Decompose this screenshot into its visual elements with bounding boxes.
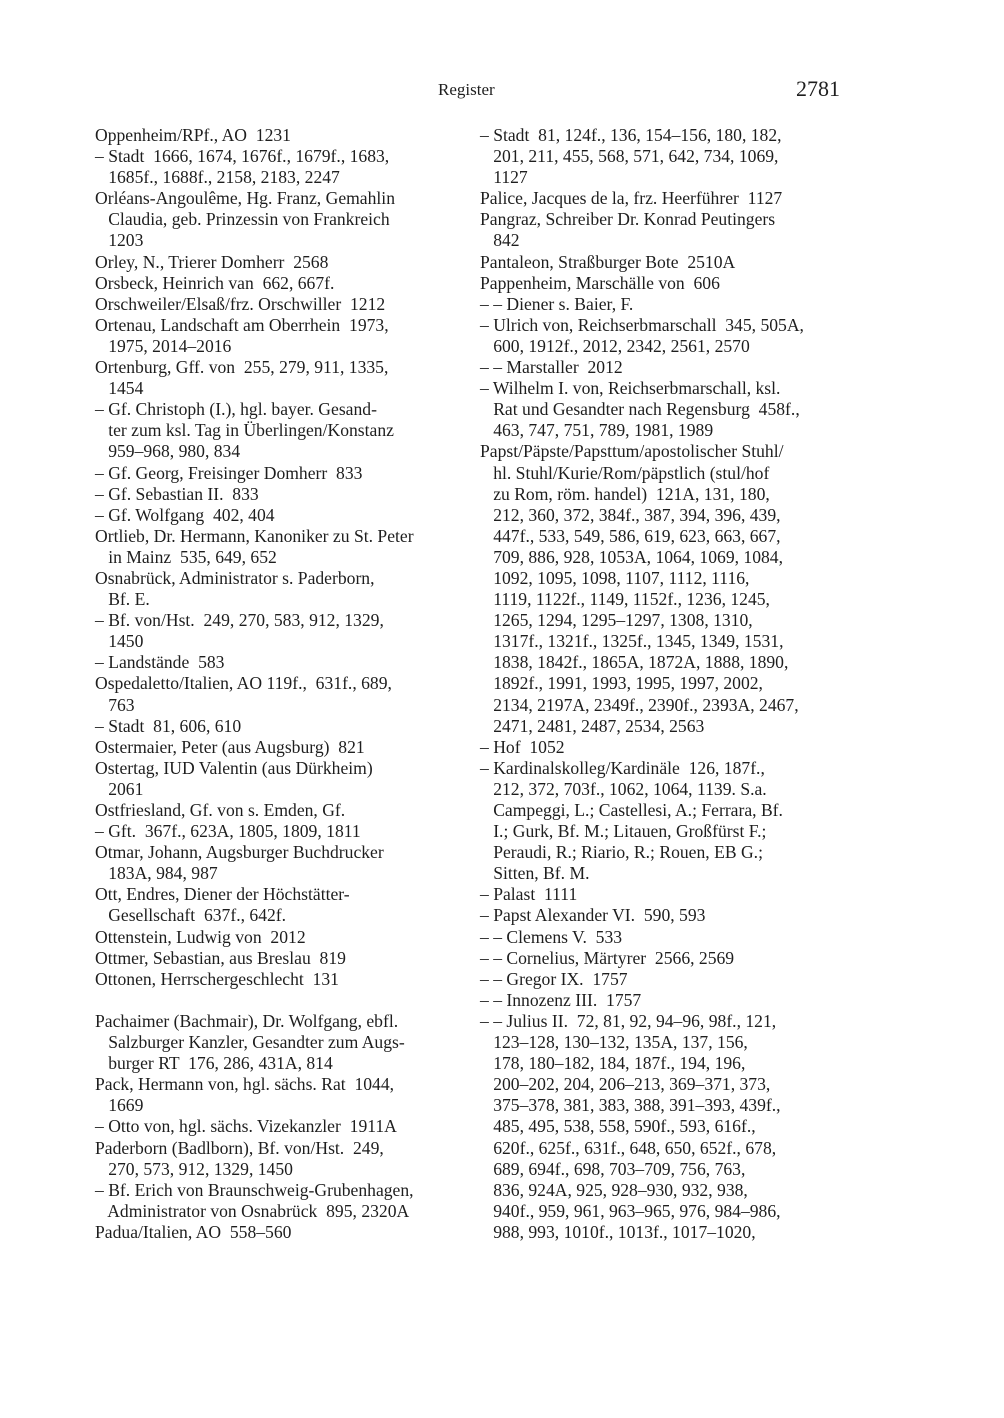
- index-line: 1892f., 1991, 1993, 1995, 1997, 2002,: [480, 673, 763, 694]
- index-line: Ottonen, Herrschergeschlecht 131: [95, 968, 339, 989]
- index-line: ter zum ksl. Tag in Überlingen/Konstanz: [95, 420, 394, 441]
- index-line: Pappenheim, Marschälle von 606: [480, 272, 720, 293]
- index-line: Claudia, geb. Prinzessin von Frankreich: [95, 209, 390, 230]
- index-line: Gesellschaft 637f., 642f.: [95, 905, 287, 926]
- index-line: 375–378, 381, 383, 388, 391–393, 439f.,: [480, 1095, 781, 1116]
- index-line: Ortlieb, Dr. Hermann, Kanoniker zu St. Peter: [95, 525, 414, 546]
- index-line: – – Gregor IX. 1757: [480, 968, 628, 989]
- index-line: 940f., 959, 961, 963–965, 976, 984–986,: [480, 1200, 781, 1221]
- index-line: Otmar, Johann, Augsburger Buchdrucker: [95, 842, 384, 863]
- index-line: I.; Gurk, Bf. M.; Litauen, Großfürst F.;: [480, 821, 767, 842]
- index-line: 463, 747, 751, 789, 1981, 1989: [480, 420, 714, 441]
- index-line: 1265, 1294, 1295–1297, 1308, 1310,: [480, 610, 753, 631]
- index-line: Campeggi, L.; Castellesi, A.; Ferrara, Bf.: [480, 800, 783, 820]
- index-line: 959–968, 980, 834: [95, 441, 241, 462]
- index-line: – Hof 1052: [480, 736, 565, 757]
- index-line: 600, 1912f., 2012, 2342, 2561, 2570: [480, 335, 750, 356]
- index-line: Orley, N., Trierer Domherr 2568: [95, 251, 329, 272]
- index-column-left: [95, 125, 465, 1243]
- index-line: Pachaimer (Bachmair), Dr. Wolfgang, ebfl.: [95, 1010, 399, 1031]
- index-line: zu Rom, röm. handel) 121A, 131, 180,: [480, 483, 770, 504]
- index-line: – Otto von, hgl. sächs. Vizekanzler 1911A: [95, 1116, 397, 1137]
- index-line: Ospedaletto/Italien, AO 119f., 631f., 689,: [95, 673, 392, 694]
- index-line: 2471, 2481, 2487, 2534, 2563: [480, 715, 705, 736]
- index-line: 1975, 2014–2016: [95, 335, 232, 356]
- index-line: Ostfriesland, Gf. von s. Emden, Gf.: [95, 800, 346, 820]
- index-line: – Gf. Georg, Freisinger Domherr 833: [95, 462, 363, 483]
- index-line: – Landstände 583: [95, 652, 225, 673]
- index-line: Orsbeck, Heinrich van 662, 667f.: [95, 272, 335, 293]
- index-line: – Gf. Wolfgang 402, 404: [95, 504, 275, 525]
- index-line: 842: [480, 230, 520, 251]
- index-line: Ott, Endres, Diener der Höchstätter-: [95, 884, 350, 905]
- index-line: Papst/Päpste/Papsttum/apostolischer Stuhl/: [480, 441, 784, 462]
- index-line: 988, 993, 1010f., 1013f., 1017–1020,: [480, 1221, 756, 1242]
- index-line: 2134, 2197A, 2349f., 2390f., 2393A, 2467,: [480, 694, 799, 715]
- index-line: – Gf. Christoph (I.), hgl. bayer. Gesand-: [95, 399, 377, 420]
- index-column-right: [480, 125, 850, 1243]
- index-line: Ortenburg, Gff. von 255, 279, 911, 1335,: [95, 357, 389, 378]
- index-line: – Gf. Sebastian II. 833: [95, 483, 259, 504]
- index-line: – Stadt 81, 606, 610: [95, 715, 242, 736]
- index-line: Bf. E.: [95, 589, 150, 610]
- index-line: – – Innozenz III. 1757: [480, 989, 642, 1010]
- index-line: – – Marstaller 2012: [480, 357, 623, 378]
- index-line: 620f., 625f., 631f., 648, 650, 652f., 678,: [480, 1137, 777, 1158]
- index-line: 1454: [95, 378, 144, 399]
- index-line: 709, 886, 928, 1053A, 1064, 1069, 1084,: [480, 546, 784, 567]
- index-line: – Papst Alexander VI. 590, 593: [480, 905, 706, 926]
- index-line: burger RT 176, 286, 431A, 814: [95, 1053, 333, 1074]
- index-line: 270, 573, 912, 1329, 1450: [95, 1158, 293, 1179]
- index-line: in Mainz 535, 649, 652: [95, 546, 277, 567]
- index-line: Orléans-Angoulême, Hg. Franz, Gemahlin: [95, 188, 395, 209]
- index-line: – – Clemens V. 533: [480, 926, 623, 947]
- index-line: 1203: [95, 230, 144, 251]
- index-line: 212, 360, 372, 384f., 387, 394, 396, 439,: [480, 504, 781, 525]
- index-line: Rat und Gesandter nach Regensburg 458f.,: [480, 399, 800, 420]
- index-line: Pack, Hermann von, hgl. sächs. Rat 1044,: [95, 1074, 395, 1095]
- index-line: Osnabrück, Administrator s. Paderborn,: [95, 567, 375, 588]
- index-line: 763: [95, 694, 135, 715]
- index-line: – Ulrich von, Reichserbmarschall 345, 505A,: [480, 314, 804, 335]
- index-line: 212, 372, 703f., 1062, 1064, 1139. S.a.: [480, 778, 767, 799]
- index-line: Oppenheim/RPf., AO 1231: [95, 125, 291, 145]
- index-line: – – Cornelius, Märtyrer 2566, 2569: [480, 947, 735, 968]
- index-line: 1092, 1095, 1098, 1107, 1112, 1116,: [480, 567, 750, 588]
- index-line: hl. Stuhl/Kurie/Rom/päpstlich (stul/hof: [480, 462, 770, 483]
- index-line: Paderborn (Badlborn), Bf. von/Hst. 249,: [95, 1137, 384, 1158]
- page-number: 2781: [796, 76, 840, 101]
- index-line: 836, 924A, 925, 928–930, 932, 938,: [480, 1179, 748, 1200]
- index-line: 2061: [95, 778, 144, 799]
- index-line: – Bf. von/Hst. 249, 270, 583, 912, 1329,: [95, 610, 384, 631]
- index-line: 689, 694f., 698, 703–709, 756, 763,: [480, 1158, 746, 1179]
- index-line: [95, 990, 465, 1011]
- index-line: Palice, Jacques de la, frz. Heerführer 1127: [480, 188, 783, 209]
- index-line: Ottenstein, Ludwig von 2012: [95, 926, 306, 947]
- index-line: 1317f., 1321f., 1325f., 1345, 1349, 1531,: [480, 631, 784, 652]
- index-line: – Wilhelm I. von, Reichserbmarschall, ksl.: [480, 378, 781, 399]
- index-line: Pantaleon, Straßburger Bote 2510A: [480, 251, 736, 272]
- index-line: Peraudi, R.; Riario, R.; Rouen, EB G.;: [480, 842, 763, 863]
- index-line: 1119, 1122f., 1149, 1152f., 1236, 1245,: [480, 589, 770, 610]
- index-line: 178, 180–182, 184, 187f., 194, 196,: [480, 1053, 746, 1074]
- index-line: – Kardinalskolleg/Kardinäle 126, 187f.,: [480, 757, 765, 778]
- index-line: Ostermaier, Peter (aus Augsburg) 821: [95, 736, 365, 757]
- index-line: – Bf. Erich von Braunschweig-Grubenhagen,: [95, 1179, 414, 1200]
- index-line: Pangraz, Schreiber Dr. Konrad Peutingers: [480, 209, 776, 230]
- index-line: Administrator von Osnabrück 895, 2320A: [95, 1200, 410, 1221]
- index-line: 201, 211, 455, 568, 571, 642, 734, 1069,: [480, 146, 779, 167]
- index-line: 200–202, 204, 206–213, 369–371, 373,: [480, 1074, 771, 1095]
- index-line: 1669: [95, 1095, 144, 1116]
- index-line: Salzburger Kanzler, Gesandter zum Augs-: [95, 1032, 405, 1053]
- index-line: 123–128, 130–132, 135A, 137, 156,: [480, 1032, 748, 1053]
- index-line: – Stadt 1666, 1674, 1676f., 1679f., 1683,: [95, 146, 390, 167]
- index-line: Ortenau, Landschaft am Oberrhein 1973,: [95, 314, 389, 335]
- index-line: – Palast 1111: [480, 884, 578, 905]
- index-line: Padua/Italien, AO 558–560: [95, 1221, 292, 1242]
- index-line: – Stadt 81, 124f., 136, 154–156, 180, 182,: [480, 125, 782, 145]
- index-line: Ostertag, IUD Valentin (aus Dürkheim): [95, 757, 373, 778]
- index-line: 1127: [480, 167, 528, 188]
- index-line: Orschweiler/Elsaß/frz. Orschwiller 1212: [95, 293, 386, 314]
- index-line: 183A, 984, 987: [95, 863, 218, 884]
- index-line: – Gft. 367f., 623A, 1805, 1809, 1811: [95, 821, 361, 842]
- index-line: 1685f., 1688f., 2158, 2183, 2247: [95, 167, 340, 188]
- index-line: Ottmer, Sebastian, aus Breslau 819: [95, 947, 346, 968]
- index-line: 485, 495, 538, 558, 590f., 593, 616f.,: [480, 1116, 756, 1137]
- running-head: Register: [438, 80, 495, 99]
- index-line: – – Diener s. Baier, F.: [480, 293, 634, 314]
- index-line: Sitten, Bf. M.: [480, 863, 590, 884]
- index-line: – – Julius II. 72, 81, 92, 94–96, 98f., 121,: [480, 1010, 777, 1031]
- index-line: 1450: [95, 631, 144, 652]
- index-line: 1838, 1842f., 1865A, 1872A, 1888, 1890,: [480, 652, 789, 673]
- index-line: 447f., 533, 549, 586, 619, 623, 663, 667,: [480, 525, 781, 546]
